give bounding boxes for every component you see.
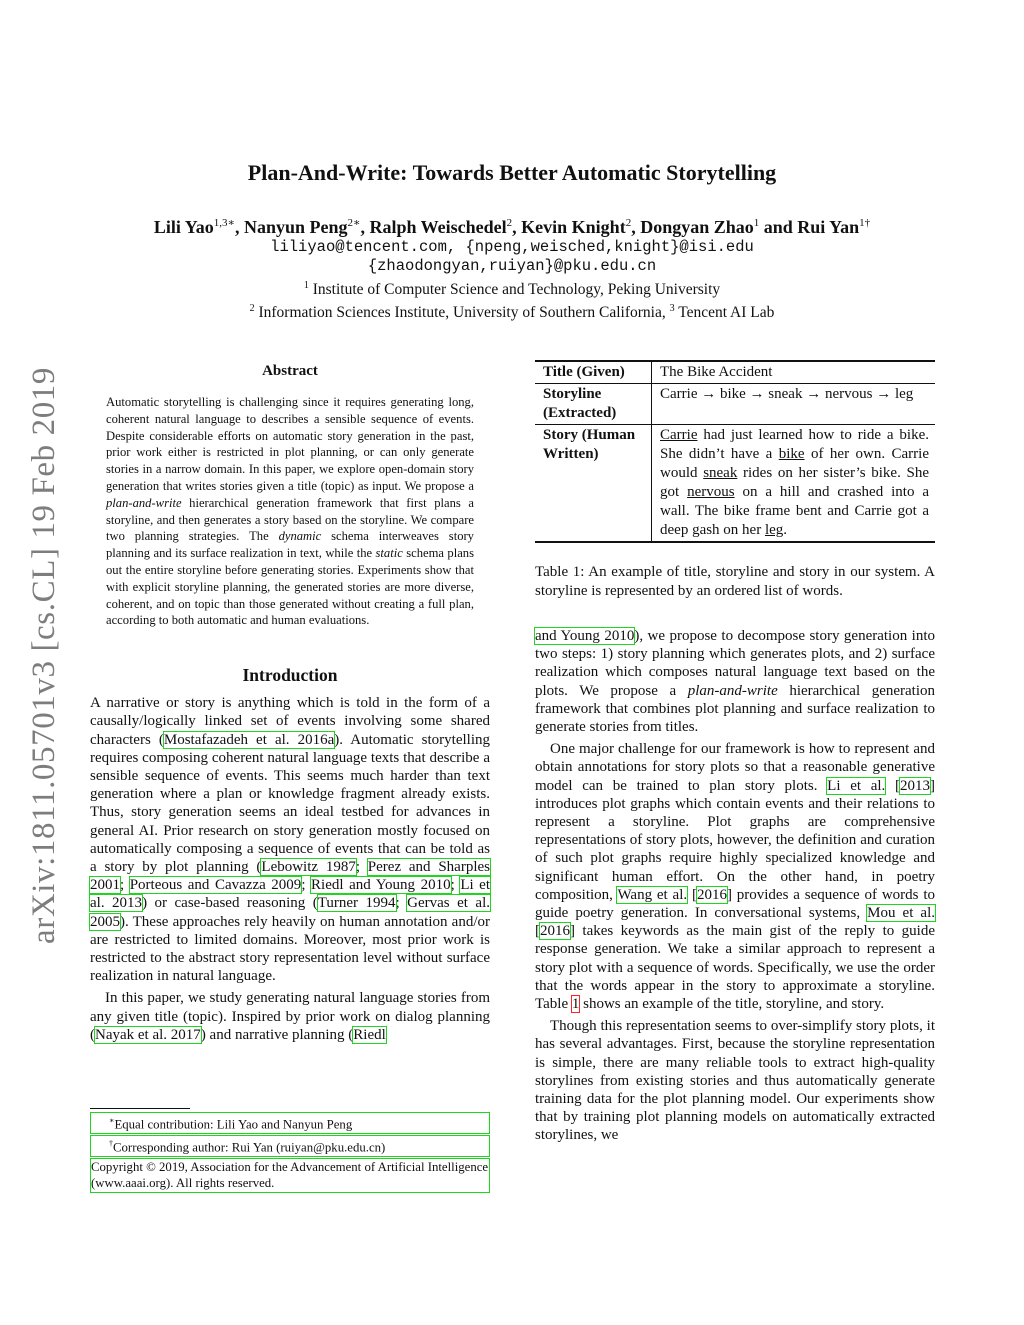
table-row-story [535, 425, 935, 543]
affiliation-2 [96, 299, 928, 322]
left-column [90, 360, 490, 1044]
right-paragraph-2: One major challenge for our framework is how to represent and obtain annotations for story plots so that a reasonable generative model can be trained to plan story plots. Li et al. [2013] introduces plot graphs which contain events and their relations to represent a storyline. Plot graphs are comprehensive representations of story plots, however, the definition and curation of such plot graphs require highly specialized knowledge and significant human effort. On the other hand, in poetry composition, Wang et al. [2016] provides a sequence of words to guide poetry generation. In conversational systems, Mou et al. [2016] takes keywords as the main gist of the reply to guide response generation. We take a similar approach to represent a story plot with a sequence of words. Specifically, we use the order that the words appear in the story to approximate a storyline. Table 1 shows an example of the title, storyline, and story. [535, 741, 935, 1013]
table-caption: Table 1: An example of title, storyline and story in our system. A storyline is represented by an ordered list of words. [535, 564, 935, 599]
author-list: Lili Yao$^{1,3∗}$, Nanyun Peng$^{2∗}$, Ralph Weischedel$^2$, Kevin Knight$^2$, Dongyan Zhao$^1$ and Rui Yan$^{1\dagger}$ [153, 217, 871, 237]
author-mark: 2 [506, 217, 513, 229]
citation-link[interactable]: Turner 1994 [317, 895, 396, 912]
table-value: Carrie → bike → sneak → nervous → leg [652, 384, 936, 425]
citation-link[interactable]: and Young 2010 [535, 628, 635, 644]
citation-link[interactable]: Riedl and Young 2010 [311, 877, 451, 894]
table-key: Story (Human Written) [535, 425, 652, 543]
abstract-text: Automatic storytelling is challenging since it requires generating long, coherent natural language to describes a sensible sequence of events. Despite considerable efforts on automatic story generation in the past, prior work either is restricted in plot planning, or can only generate stories in a narrow domain. In this paper, we explore open-domain story generation that writes stories given a title (topic) as input. We propose a plan-and-write hierarchical generation framework that first plans a storyline, and then generates a story based on the storyline. We compare two planning strategies. The dynamic schema interweaves story planning and its surface realization in text, while the static schema plans out the entire storyline before generating stories. Experiments show that with explicit storyline planning, the generated stories are more diverse, coherent, and on topic than those generated without creating a full plan, according to both automatic and human evaluations. [106, 395, 474, 628]
author-emails-2: {zhaodongyan,ruiyan}@pku.edu.cn [367, 257, 657, 275]
footnote-equal-contribution[interactable]: ∗Equal contribution: Lili Yao and Nanyun Peng [90, 1112, 490, 1134]
affiliation-text: Tencent AI Lab [678, 304, 775, 322]
table-value: The Bike Accident [652, 361, 936, 384]
paper-header [96, 160, 928, 322]
right-paragraph-3: Though this representation seems to over-simplify story plots, it has several advantages. First, because the storyline representation is simple, there are many reliable tools to extract high-quality storylines from existing stories and thus automatically generate training data for the plot planning model. Our experiments show that by training plot planning models on automatically extracted storylines, we [535, 1018, 935, 1144]
table-row-title [535, 361, 935, 384]
footnote-corresponding-author[interactable]: †Corresponding author: Rui Yan (ruiyan@pku.edu.cn) [90, 1135, 490, 1157]
citation-link[interactable]: Porteous and Cavazza 2009 [129, 877, 302, 894]
citation-link[interactable]: 2013 [900, 777, 930, 794]
citation-link[interactable]: Li et al. [827, 777, 886, 794]
citation-link[interactable]: Li et al. 2013 [90, 877, 491, 912]
author-name: Rui Yan [797, 217, 860, 237]
author-name: Lili Yao [153, 217, 214, 237]
right-body [535, 627, 935, 1145]
author-mark: 1† [859, 217, 871, 229]
author-name: Nanyun Peng [243, 217, 348, 237]
introduction-heading: Introduction [242, 665, 338, 686]
affiliation-mark: 1 [303, 280, 309, 291]
intro-paragraph-2: In this paper, we study generating natural language stories from any given title (topic). Inspired by prior work on dialog planning (Nayak et al. 2017) and narrative planning (Riedl [90, 990, 490, 1043]
intro-paragraph-1: A narrative or story is anything which is told in the form of a causally/logically linked set of events involving some shared characters (Mostafazadeh et al. 2016a). Automatic storytelling requires composing coherent natural language texts that describe a sensible sequence of events. This seems much harder than text generation where a plan or knowledge fragment already exists. Thus, story generation seems an ideal testbed for advances in general AI. Prior research on story generation mostly focused on automatically composing a sequence of events that can be told as a story by plot planning (Lebowitz 1987; Perez and Sharples 2001; Porteous and Cavazza 2009; Riedl and Young 2010; Li et al. 2013) or case-based reasoning (Turner 1994; Gervas et al. 2005). These approaches rely heavily on human annotation and/or are restricted to limited domains. Moreover, most prior work is restricted to the abstract story representation level without surface realization in natural language. [90, 695, 491, 985]
table-key: Storyline (Extracted) [535, 384, 652, 425]
author-emails-1: liliyao@tencent.com, {npeng,weisched,knight}@isi.edu [270, 238, 754, 256]
author-mark: 2 [625, 217, 632, 229]
table-value: Carrie had just learned how to ride a bike. She didn’t have a bike of her own. Carrie would sneak rides on her sister’s bike. She got nervous on a hill and crashed into a wall. The bike frame bent and Carrie got a deep gash on her leg. [660, 427, 929, 538]
footnote-copyright[interactable]: Copyright © 2019, Association for the Advancement of Artificial Intelligence (www.aaai.org). All rights reserved. [90, 1158, 490, 1193]
abstract-heading: Abstract [262, 363, 318, 379]
affiliation-mark: 2 [249, 303, 255, 315]
citation-link[interactable]: Wang et al. [617, 886, 688, 903]
author-mark: 1,3∗ [213, 217, 235, 229]
author-name: Kevin Knight [521, 217, 626, 237]
citation-link[interactable]: Perez and Sharples 2001 [90, 858, 490, 894]
citation-link[interactable]: Lebowitz 1987 [261, 858, 356, 875]
footnote-rule [90, 1108, 190, 1109]
affiliation-text: Information Sciences Institute, University of Southern California, [258, 304, 666, 322]
table-reference-link[interactable]: 1 [571, 996, 580, 1013]
table-row-storyline [535, 384, 935, 425]
table-key: Title (Given) [535, 361, 652, 384]
author-mark: 1 [753, 217, 760, 229]
affiliation-text: Institute of Computer Science and Technology, Peking University [312, 281, 721, 299]
right-column [535, 360, 935, 1145]
citation-link[interactable]: 2016 [540, 923, 570, 940]
footnotes [90, 1108, 490, 1194]
citation-link[interactable]: Mostafazadeh et al. 2016a [163, 731, 335, 748]
citation-link[interactable]: Nayak et al. 2017 [95, 1026, 201, 1043]
citation-link[interactable]: Riedl [353, 1026, 386, 1043]
right-paragraph-1: and Young 2010), we propose to decompose story generation into two steps: 1) story planning which generates plots, and 2) surface realization which composes natural language text based on the plots. We propose a plan-and-write hierarchical generation framework that combines plot planning and surface realization to generate stories from titles. [535, 628, 936, 736]
arxiv-stamp-text: arXiv:1811.05701v3 [cs.CL] 19 Feb 2019 [26, 366, 63, 944]
example-table [535, 360, 935, 543]
arxiv-stamp [16, 360, 74, 950]
author-mark: 2∗ [347, 217, 361, 229]
author-name: Dongyan Zhao [640, 217, 754, 237]
affiliation-mark: 3 [669, 303, 675, 315]
paper-title: Plan-And-Write: Towards Better Automatic Storytelling [247, 160, 777, 185]
citation-link[interactable]: 2016 [696, 886, 727, 903]
citation-link[interactable]: Mou et al. [867, 905, 935, 922]
citation-link[interactable]: Gervas et al. 2005 [90, 895, 490, 930]
author-name: Ralph Weischedel [369, 217, 507, 237]
affiliation-1 [96, 276, 928, 299]
